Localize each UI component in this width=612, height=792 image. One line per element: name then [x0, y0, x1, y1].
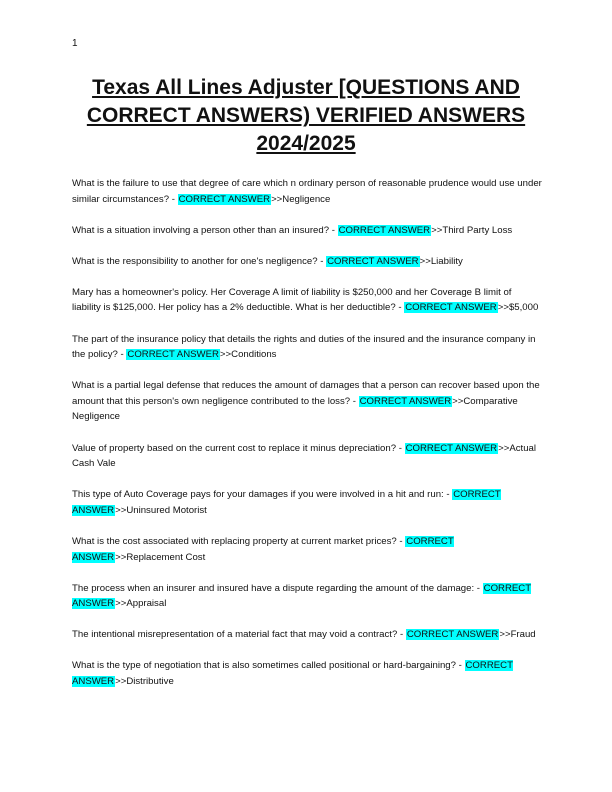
correct-answer-marker: CORRECT ANSWER — [405, 302, 497, 314]
question-text: The process when an insurer and insured have a dispute regarding the amount of the damage: - — [72, 582, 483, 594]
correct-answer-marker: CORRECT ANSWER — [127, 349, 219, 361]
answer-text: Liability — [430, 255, 463, 267]
answer-text: Fraud — [510, 629, 536, 641]
question-text: Mary has a homeowner's policy. Her Coverage A limit of liability is $250,000 and her Coverage B limit of liability is $125,000. Her policy has a 2% deductible. What is her deductible? - — [72, 286, 512, 314]
qa-item — [72, 254, 542, 270]
answer-text: Replacement Cost — [126, 551, 206, 563]
qa-list — [72, 176, 542, 705]
correct-answer-marker: CORRECT ANSWER — [405, 442, 498, 454]
answer-arrow: >> — [271, 193, 283, 205]
qa-item — [72, 176, 542, 207]
answer-arrow: >> — [497, 302, 509, 314]
correct-answer-marker: CORRECT ANSWER — [72, 660, 513, 687]
answer-arrow: >> — [115, 598, 127, 610]
qa-item — [72, 534, 542, 565]
correct-answer-marker: CORRECT ANSWER — [72, 489, 501, 516]
answer-text: Appraisal — [126, 598, 167, 610]
answer-text: Uninsured Motorist — [126, 504, 207, 516]
qa-item — [72, 441, 542, 472]
question-text: What is a situation involving a person other than an insured? - — [72, 224, 338, 236]
question-text: The part of the insurance policy that details the rights and duties of the insured and the insurance company in the policy? - — [72, 333, 536, 361]
qa-item — [72, 658, 542, 689]
correct-answer-marker: CORRECT ANSWER — [72, 535, 454, 563]
answer-text: Conditions — [231, 349, 277, 361]
question-text: What is the cost associated with replacing property at current market prices? - — [72, 535, 406, 547]
qa-item — [72, 378, 542, 425]
qa-item — [72, 285, 542, 316]
answer-arrow: >> — [115, 675, 127, 687]
answer-text: Third Party Loss — [442, 224, 513, 236]
question-text: The intentional misrepresentation of a material fact that may void a contract? - — [72, 629, 406, 641]
answer-text: Actual Cash Vale — [72, 442, 536, 470]
qa-item — [72, 627, 542, 643]
qa-item — [72, 332, 542, 363]
answer-arrow: >> — [431, 224, 443, 236]
answer-arrow: >> — [498, 442, 510, 454]
correct-answer-marker: CORRECT ANSWER — [359, 395, 452, 407]
question-text: Value of property based on the current cost to replace it minus depreciation? - — [72, 442, 405, 454]
correct-answer-marker: CORRECT ANSWER — [406, 629, 499, 641]
answer-text: Negligence — [282, 193, 331, 205]
answer-arrow: >> — [499, 629, 511, 641]
correct-answer-marker: CORRECT ANSWER — [178, 193, 271, 205]
answer-text: Comparative Negligence — [72, 395, 518, 423]
question-text: What is the responsibility to another for one's negligence? - — [72, 255, 327, 267]
qa-item — [72, 487, 542, 518]
question-text: What is a partial legal defense that reduces the amount of damages that a person can recover based upon the amount that this person's own negligence contributed to the loss? - — [72, 380, 540, 407]
correct-answer-marker: CORRECT ANSWER — [327, 255, 419, 267]
answer-arrow: >> — [219, 349, 232, 361]
document-title: Texas All Lines Adjuster [QUESTIONS AND CORRECT ANSWERS) VERIFIED ANSWERS 2024/2025 — [86, 76, 526, 155]
correct-answer-marker: CORRECT ANSWER — [338, 224, 431, 236]
qa-item — [72, 223, 542, 239]
answer-text: Distributive — [126, 675, 174, 687]
qa-item — [72, 581, 542, 612]
answer-arrow: >> — [115, 551, 127, 563]
page-number: 1 — [72, 38, 78, 49]
question-text: What is the failure to use that degree of care which n ordinary person of reasonable prudence would use under similar circumstances? - — [72, 178, 542, 205]
question-text: This type of Auto Coverage pays for your damages if you were involved in a hit and run: - — [72, 489, 453, 501]
answer-text: $5,000 — [508, 302, 539, 314]
question-text: What is the type of negotiation that is also sometimes called positional or hard-bargaining? - — [72, 660, 465, 672]
answer-arrow: >> — [452, 395, 464, 407]
answer-arrow: >> — [419, 255, 431, 267]
answer-arrow: >> — [115, 504, 127, 516]
correct-answer-marker: CORRECT ANSWER — [72, 582, 532, 610]
